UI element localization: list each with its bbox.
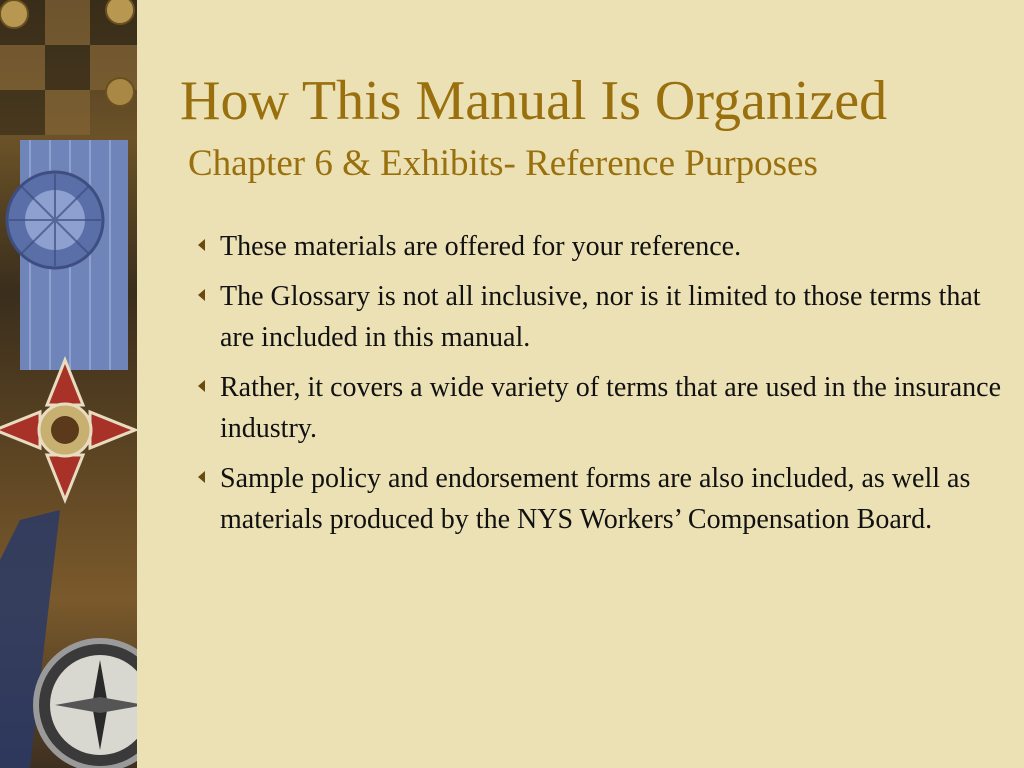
bullet-text: Sample policy and endorsement forms are also included, as well as materials produced by the NYS Workers’ Compensation Board.: [220, 463, 971, 535]
bullet-text: These materials are offered for your reference.: [220, 231, 742, 262]
bullet-list: [196, 226, 1006, 549]
slide-title: How This Manual Is Organized: [180, 70, 888, 132]
bullet-text: The Glossary is not all inclusive, nor is it limited to those terms that are included in this manual.: [220, 281, 981, 353]
medals-side-image: [0, 0, 137, 768]
slide-subtitle: Chapter 6 & Exhibits- Reference Purposes: [188, 143, 818, 184]
bullet-item: [196, 276, 1006, 358]
bullet-item: [196, 458, 1006, 540]
bullet-item: [196, 367, 1006, 449]
bullet-text: Rather, it covers a wide variety of terms that are used in the insurance industry.: [220, 372, 1002, 444]
triangle-left-icon: [198, 239, 205, 251]
triangle-left-icon: [198, 380, 205, 392]
triangle-left-icon: [198, 289, 205, 301]
bullet-item: [196, 226, 1006, 267]
triangle-left-icon: [198, 471, 205, 483]
medals-illustration: [0, 0, 137, 768]
